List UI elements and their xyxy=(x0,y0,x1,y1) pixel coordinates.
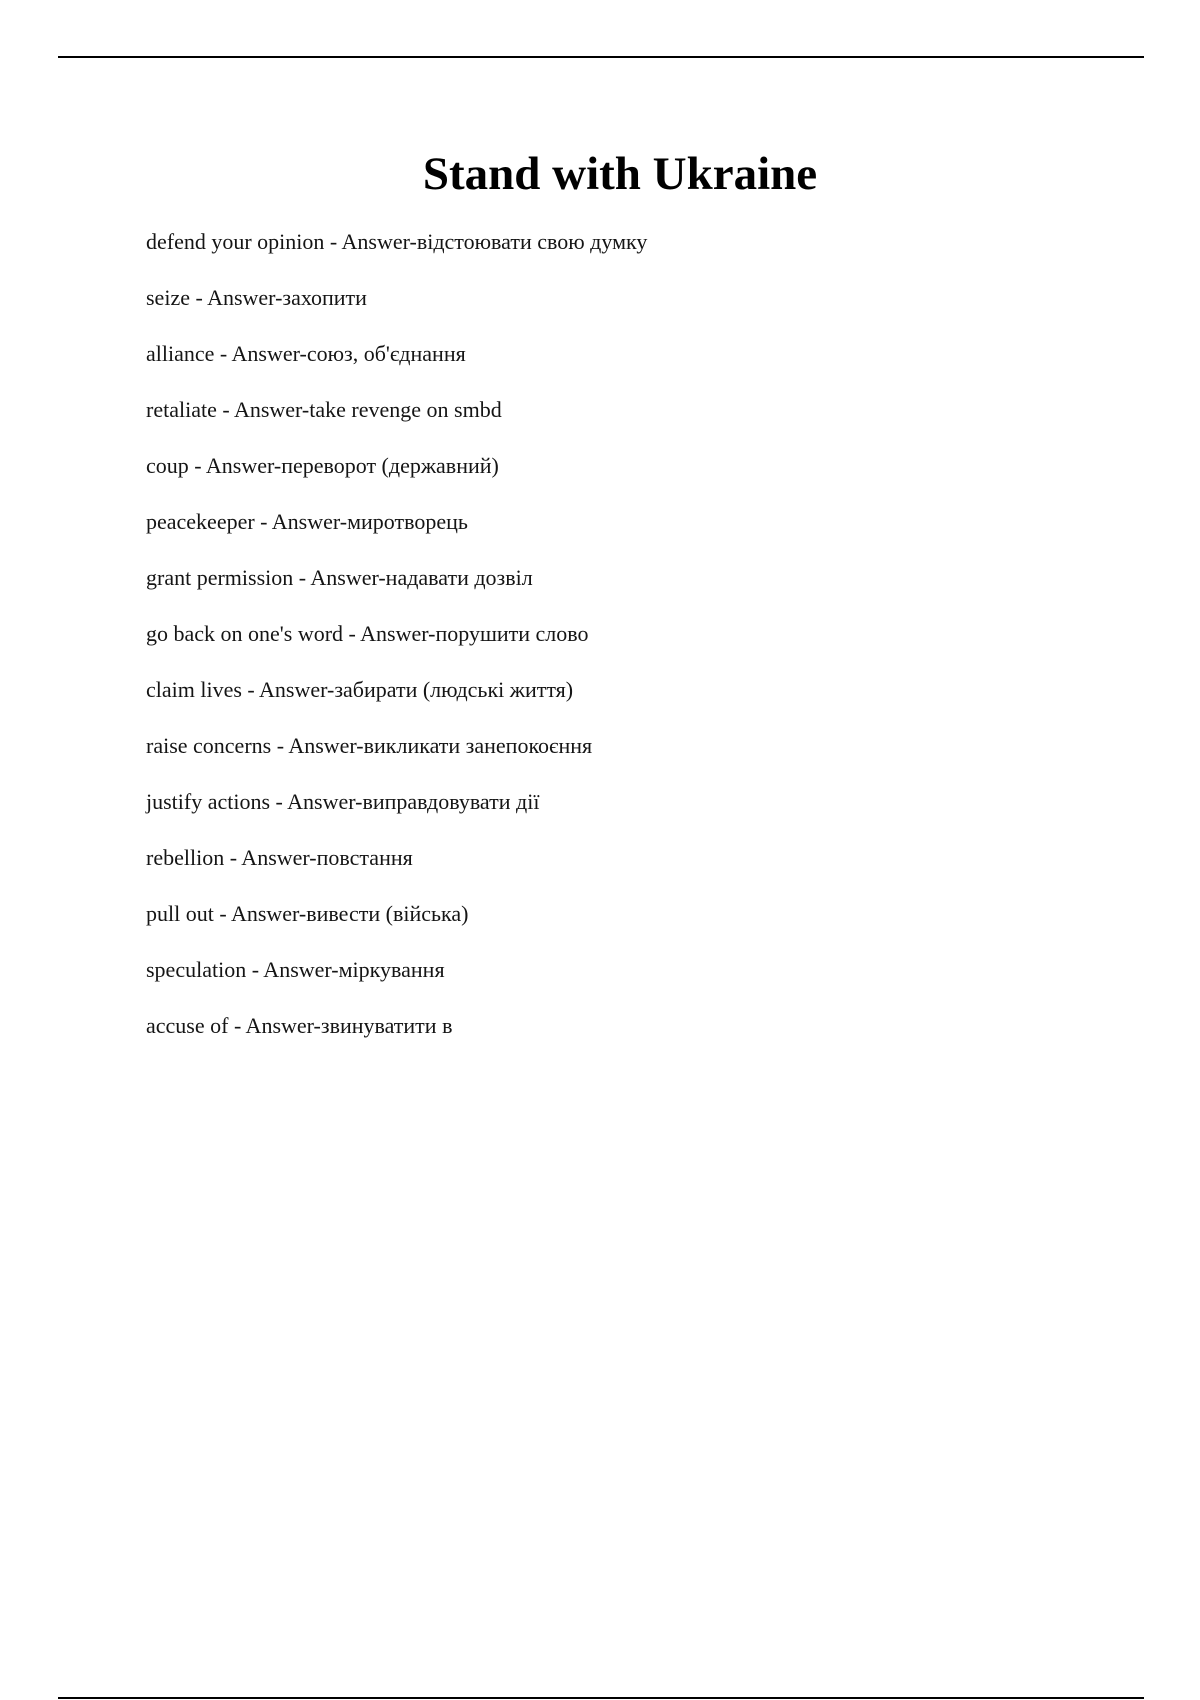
glossary-entry: coup - Answer-переворот (державний) xyxy=(146,453,499,478)
glossary-entry: claim lives - Answer-забирати (людські життя) xyxy=(146,677,574,702)
glossary-entry: justify actions - Answer-виправдовувати дії xyxy=(146,789,540,814)
glossary-entry: go back on one's word - Answer-порушити слово xyxy=(146,621,589,646)
glossary-entry: retaliate - Answer-take revenge on smbd xyxy=(146,397,502,422)
glossary-entry: peacekeeper - Answer-миротворець xyxy=(146,509,468,534)
page-title: Stand with Ukraine xyxy=(422,148,818,200)
header-rule xyxy=(58,56,1144,58)
glossary-entry: pull out - Answer-вивести (війська) xyxy=(146,901,469,926)
glossary-entry: accuse of - Answer-звинуватити в xyxy=(146,1013,453,1038)
footer-rule xyxy=(58,1697,1144,1699)
glossary-entry: raise concerns - Answer-викликати занепокоєння xyxy=(146,733,593,758)
glossary-entry: grant permission - Answer-надавати дозвіл xyxy=(146,565,533,590)
glossary-entry: defend your opinion - Answer-відстоювати свою думку xyxy=(146,229,648,254)
glossary-entry: seize - Answer-захопити xyxy=(146,285,367,310)
glossary-entry: rebellion - Answer-повстання xyxy=(146,845,413,870)
glossary-entry: speculation - Answer-міркування xyxy=(146,957,445,982)
glossary-entry: alliance - Answer-союз, об'єднання xyxy=(146,341,466,366)
glossary-list xyxy=(146,228,647,1068)
